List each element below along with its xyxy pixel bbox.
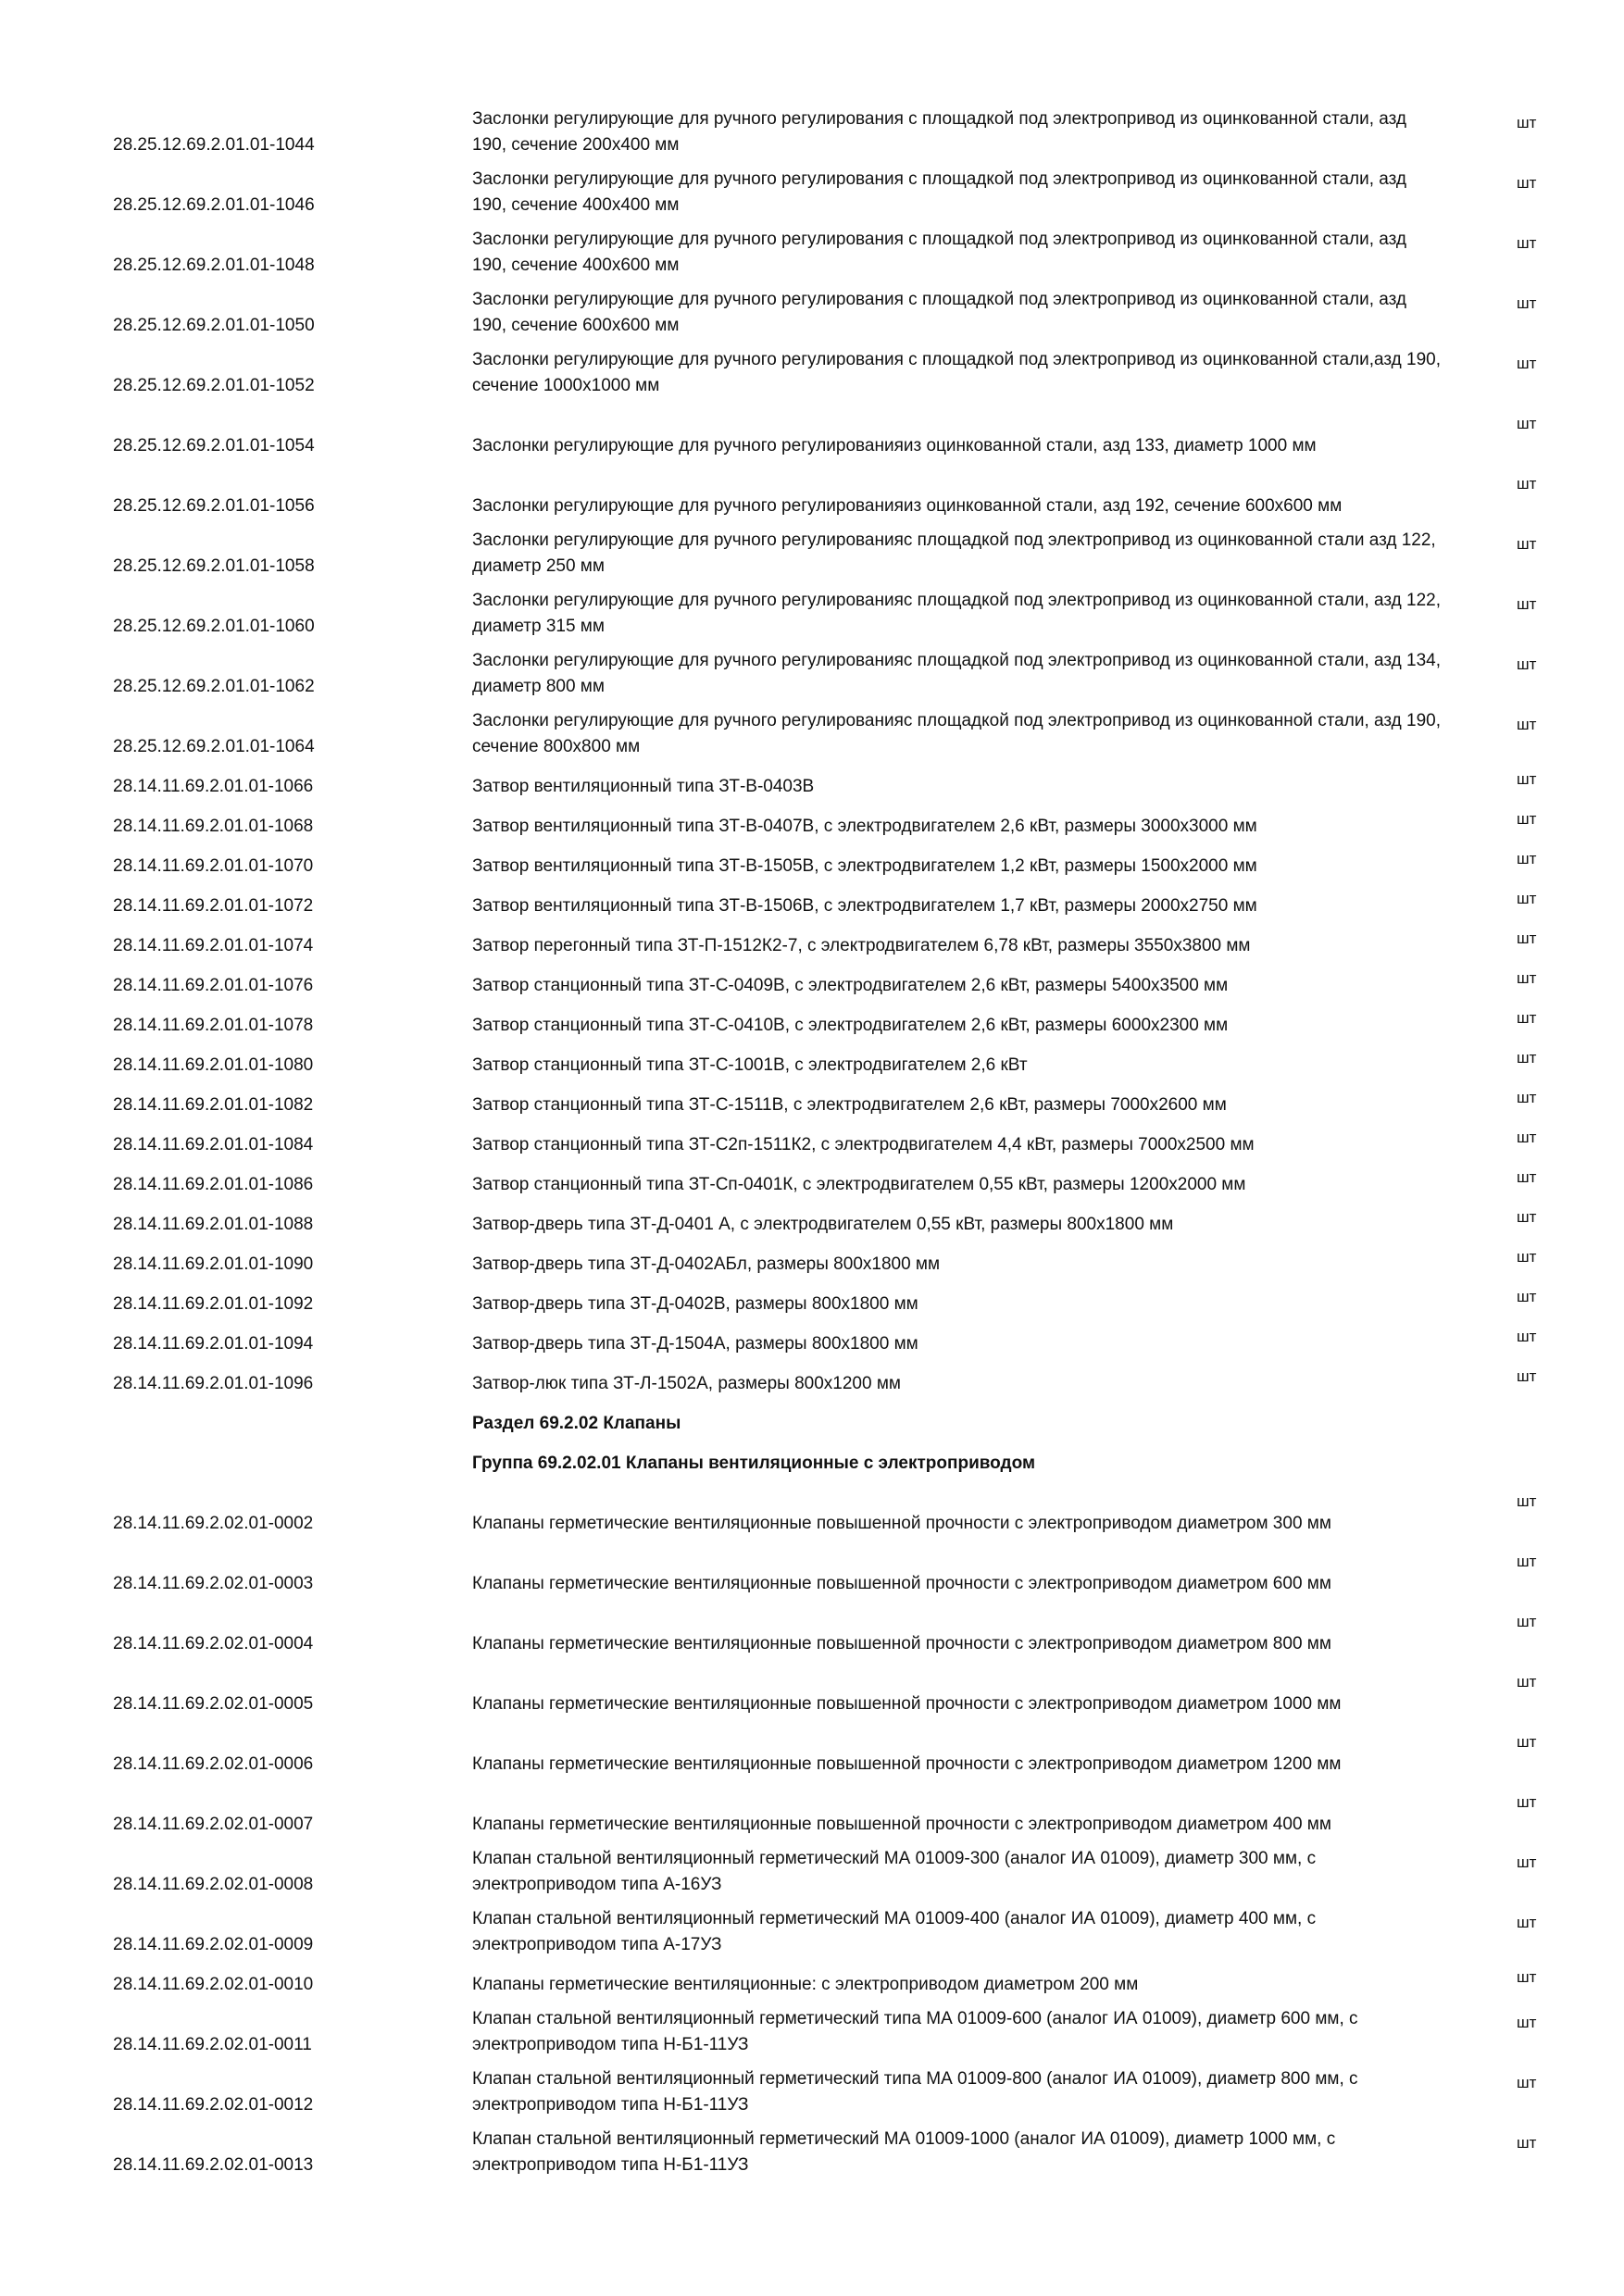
item-description: Затвор вентиляционный типа ЗТ-В-0403В <box>472 777 815 796</box>
table-row <box>0 1124 1624 1164</box>
table-row <box>0 1363 1624 1403</box>
item-code: 28.25.12.69.2.01.01-1056 <box>113 496 315 516</box>
item-description: Клапаны герметические вентиляционные повышенной прочности с электроприводом диаметром 1000 мм <box>472 1694 1342 1714</box>
item-unit: шт <box>1517 1328 1537 1345</box>
item-description: Затвор станционный типа ЗТ-С-1511В, с электродвигателем 2,6 кВт, размеры 7000х2600 мм <box>472 1095 1227 1115</box>
item-code: 28.14.11.69.2.02.01-0007 <box>113 1815 314 1834</box>
item-unit: шт <box>1517 1492 1537 1510</box>
table-row <box>0 645 1624 705</box>
item-code: 28.14.11.69.2.02.01-0009 <box>113 1935 314 1954</box>
table-row <box>0 1004 1624 1044</box>
item-code: 28.25.12.69.2.01.01-1048 <box>113 256 315 275</box>
table-row <box>0 1044 1624 1084</box>
item-code: 28.14.11.69.2.01.01-1068 <box>113 817 314 836</box>
item-description: Затвор станционный типа ЗТ-С-0410В, с электродвигателем 2,6 кВт, размеры 6000х2300 мм <box>472 1016 1229 1035</box>
item-description: Затвор-люк типа ЗТ-Л-1502А, размеры 800х1200 мм <box>472 1374 901 1393</box>
item-code: 28.14.11.69.2.02.01-0004 <box>113 1634 314 1653</box>
item-code: 28.14.11.69.2.01.01-1096 <box>113 1374 314 1393</box>
table-row <box>0 2003 1624 2064</box>
item-code: 28.25.12.69.2.01.01-1064 <box>113 737 315 756</box>
item-unit: шт <box>1517 1129 1537 1146</box>
table-row <box>0 585 1624 645</box>
item-description: Заслонки регулирующие для ручного регулирования с площадкой под электропривод из оцинкованной стали,азд 190, сечение 1000х1000 мм <box>472 350 1441 395</box>
table-row <box>0 1723 1624 1783</box>
item-unit: шт <box>1517 1968 1537 1986</box>
item-description: Затвор вентиляционный типа ЗТ-В-1506В, с электродвигателем 1,7 кВт, размеры 2000х2750 мм <box>472 896 1257 916</box>
item-unit: шт <box>1517 595 1537 613</box>
item-code: 28.25.12.69.2.01.01-1054 <box>113 436 315 455</box>
item-unit: шт <box>1517 716 1537 733</box>
item-code: 28.14.11.69.2.01.01-1078 <box>113 1016 314 1035</box>
item-description: Затвор станционный типа ЗТ-С-1001В, с электродвигателем 2,6 кВт <box>472 1055 1028 1075</box>
table-row <box>0 1603 1624 1663</box>
table-row <box>0 845 1624 885</box>
table-row <box>0 525 1624 585</box>
table-row <box>0 284 1624 344</box>
item-description: Заслонки регулирующие для ручного регулированияс площадкой под электропривод из оцинкованной стали, азд 190, сечение 800х800 мм <box>472 711 1441 756</box>
item-unit: шт <box>1517 1288 1537 1305</box>
item-description: Клапан стальной вентиляционный герметический МА 01009-1000 (аналог ИА 01009), диаметр 1000 мм, с электроприводом типа Н-Б1-11УЗ <box>472 2129 1336 2175</box>
item-code: 28.25.12.69.2.01.01-1062 <box>113 677 315 696</box>
item-code: 28.14.11.69.2.01.01-1082 <box>113 1095 314 1115</box>
section-title: Раздел 69.2.02 Клапаны <box>472 1414 681 1433</box>
item-unit: шт <box>1517 1613 1537 1630</box>
item-description: Затвор станционный типа ЗТ-С-0409В, с электродвигателем 2,6 кВт, размеры 5400х3500 мм <box>472 976 1229 995</box>
item-code: 28.14.11.69.2.01.01-1066 <box>113 777 314 796</box>
table-row <box>0 104 1624 164</box>
item-description: Заслонки регулирующие для ручного регулированияс площадкой под электропривод из оцинкованной стали, азд 134, диаметр 800 мм <box>472 651 1441 696</box>
item-code: 28.14.11.69.2.01.01-1074 <box>113 936 314 955</box>
table-row <box>0 344 1624 405</box>
item-description: Клапаны герметические вентиляционные повышенной прочности с электроприводом диаметром 1200 мм <box>472 1754 1342 1774</box>
table-row <box>0 1323 1624 1363</box>
item-description: Затвор-дверь типа ЗТ-Д-0401 А, с электродвигателем 0,55 кВт, размеры 800х1800 мм <box>472 1215 1174 1234</box>
item-code: 28.14.11.69.2.02.01-0013 <box>113 2155 314 2175</box>
item-description: Клапан стальной вентиляционный герметический МА 01009-400 (аналог ИА 01009), диаметр 400 мм, с электроприводом типа А-17УЗ <box>472 1909 1317 1954</box>
table-row <box>0 1283 1624 1323</box>
item-description: Клапаны герметические вентиляционные повышенной прочности с электроприводом диаметром 400 мм <box>472 1815 1331 1834</box>
item-code: 28.14.11.69.2.01.01-1080 <box>113 1055 314 1075</box>
table-row <box>0 164 1624 224</box>
item-code: 28.14.11.69.2.01.01-1088 <box>113 1215 314 1234</box>
table-row <box>0 1663 1624 1723</box>
item-description: Клапаны герметические вентиляционные повышенной прочности с электроприводом диаметром 600 мм <box>472 1574 1331 1593</box>
table-row <box>0 1164 1624 1204</box>
item-unit: шт <box>1517 2134 1537 2152</box>
item-unit: шт <box>1517 174 1537 192</box>
table-row <box>0 2064 1624 2124</box>
item-unit: шт <box>1517 1853 1537 1871</box>
item-unit: шт <box>1517 1914 1537 1931</box>
item-description: Клапан стальной вентиляционный герметический МА 01009-300 (аналог ИА 01009), диаметр 300 мм, с электроприводом типа А-16УЗ <box>472 1849 1317 1894</box>
item-unit: шт <box>1517 355 1537 372</box>
table-row <box>0 925 1624 965</box>
item-description: Затвор-дверь типа ЗТ-Д-1504А, размеры 800х1800 мм <box>472 1334 918 1354</box>
item-code: 28.14.11.69.2.02.01-0010 <box>113 1975 314 1994</box>
item-code: 28.25.12.69.2.01.01-1046 <box>113 195 315 215</box>
item-unit: шт <box>1517 1367 1537 1385</box>
item-description: Заслонки регулирующие для ручного регулирования с площадкой под электропривод из оцинкованной стали, азд 190, сечение 200х400 мм <box>472 109 1407 155</box>
item-description: Затвор-дверь типа ЗТ-Д-0402В, размеры 800х1800 мм <box>472 1294 918 1314</box>
item-code: 28.14.11.69.2.02.01-0012 <box>113 2095 314 2115</box>
item-description: Заслонки регулирующие для ручного регулирования с площадкой под электропривод из оцинкованной стали, азд 190, сечение 400х600 мм <box>472 230 1407 275</box>
item-code: 28.25.12.69.2.01.01-1058 <box>113 556 315 576</box>
item-code: 28.14.11.69.2.02.01-0008 <box>113 1875 314 1894</box>
item-unit: шт <box>1517 1208 1537 1226</box>
table-row <box>0 1843 1624 1903</box>
item-description: Заслонки регулирующие для ручного регулированияиз оцинкованной стали, азд 133, диаметр 1000 мм <box>472 436 1317 455</box>
item-unit: шт <box>1517 1168 1537 1186</box>
table-row <box>0 965 1624 1004</box>
table-row <box>0 224 1624 284</box>
item-code: 28.25.12.69.2.01.01-1050 <box>113 316 315 335</box>
item-description: Затвор станционный типа ЗТ-С2п-1511К2, с электродвигателем 4,4 кВт, размеры 7000х2500 мм <box>472 1135 1255 1154</box>
item-description: Затвор-дверь типа ЗТ-Д-0402АБл, размеры 800х1800 мм <box>472 1254 941 1274</box>
item-description: Клапаны герметические вентиляционные повышенной прочности с электроприводом диаметром 800 мм <box>472 1634 1331 1653</box>
item-code: 28.14.11.69.2.01.01-1092 <box>113 1294 314 1314</box>
item-code: 28.25.12.69.2.01.01-1052 <box>113 376 315 395</box>
item-description: Клапан стальной вентиляционный герметический типа МА 01009-600 (аналог ИА 01009), диаметр 600 мм, с электроприводом типа Н-Б1-11УЗ <box>472 2009 1358 2054</box>
table-row <box>0 805 1624 845</box>
item-code: 28.14.11.69.2.02.01-0002 <box>113 1514 314 1533</box>
item-code: 28.14.11.69.2.01.01-1076 <box>113 976 314 995</box>
item-unit: шт <box>1517 770 1537 788</box>
item-code: 28.14.11.69.2.01.01-1072 <box>113 896 314 916</box>
item-unit: шт <box>1517 2074 1537 2091</box>
item-unit: шт <box>1517 890 1537 907</box>
item-unit: шт <box>1517 415 1537 432</box>
item-code: 28.14.11.69.2.01.01-1090 <box>113 1254 314 1274</box>
item-unit: шт <box>1517 535 1537 553</box>
item-unit: шт <box>1517 930 1537 947</box>
item-description: Клапан стальной вентиляционный герметический типа МА 01009-800 (аналог ИА 01009), диаметр 800 мм, с электроприводом типа Н-Б1-11УЗ <box>472 2069 1358 2115</box>
item-description: Затвор станционный типа ЗТ-Сп-0401К, с электродвигателем 0,55 кВт, размеры 1200х2000 мм <box>472 1175 1246 1194</box>
item-description: Заслонки регулирующие для ручного регулирования с площадкой под электропривод из оцинкованной стали, азд 190, сечение 400х400 мм <box>472 169 1407 215</box>
group-header <box>0 1442 1624 1482</box>
item-unit: шт <box>1517 655 1537 673</box>
table-row <box>0 1903 1624 1964</box>
item-unit: шт <box>1517 810 1537 828</box>
table-row <box>0 1204 1624 1243</box>
item-code: 28.14.11.69.2.01.01-1070 <box>113 856 314 876</box>
item-description: Заслонки регулирующие для ручного регулированияс площадкой под электропривод из оцинкованной стали азд 122, диаметр 250 мм <box>472 530 1436 576</box>
item-unit: шт <box>1517 1009 1537 1027</box>
table-row <box>0 1783 1624 1843</box>
item-code: 28.14.11.69.2.02.01-0006 <box>113 1754 314 1774</box>
item-unit: шт <box>1517 969 1537 987</box>
table-row <box>0 465 1624 525</box>
item-unit: шт <box>1517 1553 1537 1570</box>
item-code: 28.14.11.69.2.01.01-1094 <box>113 1334 314 1354</box>
table-row <box>0 1964 1624 2003</box>
table-row <box>0 1542 1624 1603</box>
item-unit: шт <box>1517 1248 1537 1266</box>
section-header <box>0 1403 1624 1442</box>
item-description: Заслонки регулирующие для ручного регулирования с площадкой под электропривод из оцинкованной стали, азд 190, сечение 600х600 мм <box>472 290 1407 335</box>
item-unit: шт <box>1517 114 1537 131</box>
table-row <box>0 405 1624 465</box>
item-description: Затвор вентиляционный типа ЗТ-В-1505В, с электродвигателем 1,2 кВт, размеры 1500х2000 мм <box>472 856 1257 876</box>
item-unit: шт <box>1517 1049 1537 1067</box>
item-description: Затвор вентиляционный типа ЗТ-В-0407В, с электродвигателем 2,6 кВт, размеры 3000х3000 мм <box>472 817 1257 836</box>
item-unit: шт <box>1517 2014 1537 2031</box>
item-description: Заслонки регулирующие для ручного регулированияиз оцинкованной стали, азд 192, сечение 600х600 мм <box>472 496 1343 516</box>
item-code: 28.14.11.69.2.01.01-1084 <box>113 1135 314 1154</box>
item-unit: шт <box>1517 1673 1537 1691</box>
item-unit: шт <box>1517 294 1537 312</box>
item-unit: шт <box>1517 475 1537 493</box>
item-unit: шт <box>1517 234 1537 252</box>
table-row <box>0 1243 1624 1283</box>
table-row <box>0 705 1624 766</box>
item-unit: шт <box>1517 850 1537 867</box>
price-table <box>0 104 1624 2184</box>
item-description: Клапаны герметические вентиляционные повышенной прочности с электроприводом диаметром 300 мм <box>472 1514 1331 1533</box>
group-title: Группа 69.2.02.01 Клапаны вентиляционные с электроприводом <box>472 1454 1036 1473</box>
table-row <box>0 1482 1624 1542</box>
item-code: 28.25.12.69.2.01.01-1044 <box>113 135 315 155</box>
table-row <box>0 1084 1624 1124</box>
item-description: Клапаны герметические вентиляционные: с электроприводом диаметром 200 мм <box>472 1975 1139 1994</box>
item-code: 28.14.11.69.2.02.01-0005 <box>113 1694 314 1714</box>
item-code: 28.14.11.69.2.02.01-0011 <box>113 2035 312 2054</box>
item-description: Затвор перегонный типа ЗТ-П-1512К2-7, с электродвигателем 6,78 кВт, размеры 3550х3800 мм <box>472 936 1251 955</box>
table-row <box>0 2124 1624 2184</box>
item-unit: шт <box>1517 1089 1537 1106</box>
item-code: 28.14.11.69.2.02.01-0003 <box>113 1574 314 1593</box>
table-row <box>0 885 1624 925</box>
item-unit: шт <box>1517 1793 1537 1811</box>
item-code: 28.25.12.69.2.01.01-1060 <box>113 617 315 636</box>
item-description: Заслонки регулирующие для ручного регулированияс площадкой под электропривод из оцинкованной стали, азд 122, диаметр 315 мм <box>472 591 1441 636</box>
item-code: 28.14.11.69.2.01.01-1086 <box>113 1175 314 1194</box>
table-row <box>0 766 1624 805</box>
item-unit: шт <box>1517 1733 1537 1751</box>
